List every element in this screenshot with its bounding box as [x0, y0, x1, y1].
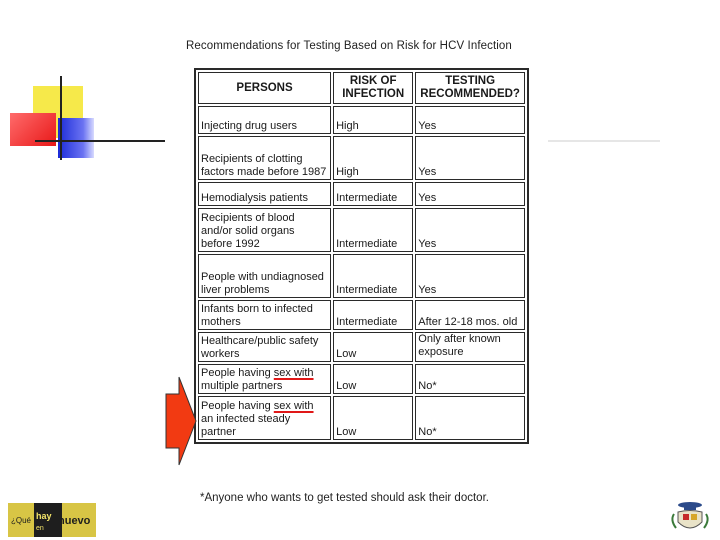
logo-word-que: ¿Qué: [11, 516, 32, 525]
cell-risk: Low: [333, 396, 413, 440]
cell-risk: High: [333, 136, 413, 180]
cell-person: Recipients of clotting factors made before 1987: [198, 136, 331, 180]
cell-testing: No*: [415, 364, 525, 394]
decor-vertical-line: [60, 76, 62, 160]
cell-risk: Intermediate: [333, 208, 413, 252]
crest-icon: [668, 500, 712, 536]
table-row: [198, 106, 525, 134]
header-risk-line1: RISK OF: [349, 75, 397, 87]
hcv-testing-table: [194, 68, 529, 444]
cell-person: [198, 396, 331, 440]
table-row: [198, 182, 525, 206]
cell-risk: Low: [333, 332, 413, 362]
header-persons: PERSONS: [198, 72, 331, 104]
cell-risk: Intermediate: [333, 182, 413, 206]
que-hay-de-nuevo-logo: [8, 503, 96, 537]
logo-word-nuevo: nuevo: [58, 515, 91, 527]
table-row: [198, 332, 525, 362]
person-text-post: an infected steady partner: [201, 413, 291, 438]
table-row: [198, 254, 525, 298]
footnote: *Anyone who wants to get tested should ask their doctor.: [200, 492, 489, 504]
cell-risk: Low: [333, 364, 413, 394]
cell-person: Injecting drug users: [198, 106, 331, 134]
header-testing-line1: TESTING: [445, 75, 496, 87]
person-text-post: multiple partners: [201, 380, 283, 392]
cell-risk: High: [333, 106, 413, 134]
header-testing: [415, 72, 525, 104]
table-row: [198, 396, 525, 440]
slide-title: Recommendations for Testing Based on Risk for HCV Infection: [186, 40, 512, 52]
logo-word-hay: hay: [36, 511, 52, 521]
cell-risk: Intermediate: [333, 254, 413, 298]
highlighted-phrase: sex with: [273, 400, 314, 412]
cell-testing: No*: [415, 396, 525, 440]
cell-person: Recipients of blood and/or solid organs before 1992: [198, 208, 331, 252]
decor-horizontal-line: [35, 140, 165, 142]
cell-testing: Yes: [415, 182, 525, 206]
table-row: [198, 136, 525, 180]
person-text-pre: People having: [201, 367, 274, 379]
header-risk: [333, 72, 413, 104]
table-header-row: [198, 72, 525, 104]
cell-person: Healthcare/public safety workers: [198, 332, 331, 362]
cell-testing: Only after known exposure: [415, 332, 525, 362]
cell-testing: Yes: [415, 254, 525, 298]
table-row: [198, 208, 525, 252]
right-arrow-icon: [165, 376, 197, 466]
header-risk-line2: INFECTION: [342, 88, 405, 100]
table-row: [198, 364, 525, 394]
cell-person: Infants born to infected mothers: [198, 300, 331, 330]
decor-blue-square: [58, 118, 94, 158]
cell-person: Hemodialysis patients: [198, 182, 331, 206]
cell-testing: Yes: [415, 106, 525, 134]
cell-testing: Yes: [415, 136, 525, 180]
decor-faint-line: [548, 140, 660, 142]
logo-word-en: en: [36, 525, 44, 532]
cell-testing: After 12-18 mos. old: [415, 300, 525, 330]
cell-testing: Yes: [415, 208, 525, 252]
highlighted-phrase: sex with: [273, 367, 314, 379]
cell-person: [198, 364, 331, 394]
person-text-pre: People having: [201, 400, 274, 412]
table-row: [198, 300, 525, 330]
header-testing-line2: RECOMMENDED?: [420, 88, 520, 100]
cell-risk: Intermediate: [333, 300, 413, 330]
cell-person: People with undiagnosed liver problems: [198, 254, 331, 298]
